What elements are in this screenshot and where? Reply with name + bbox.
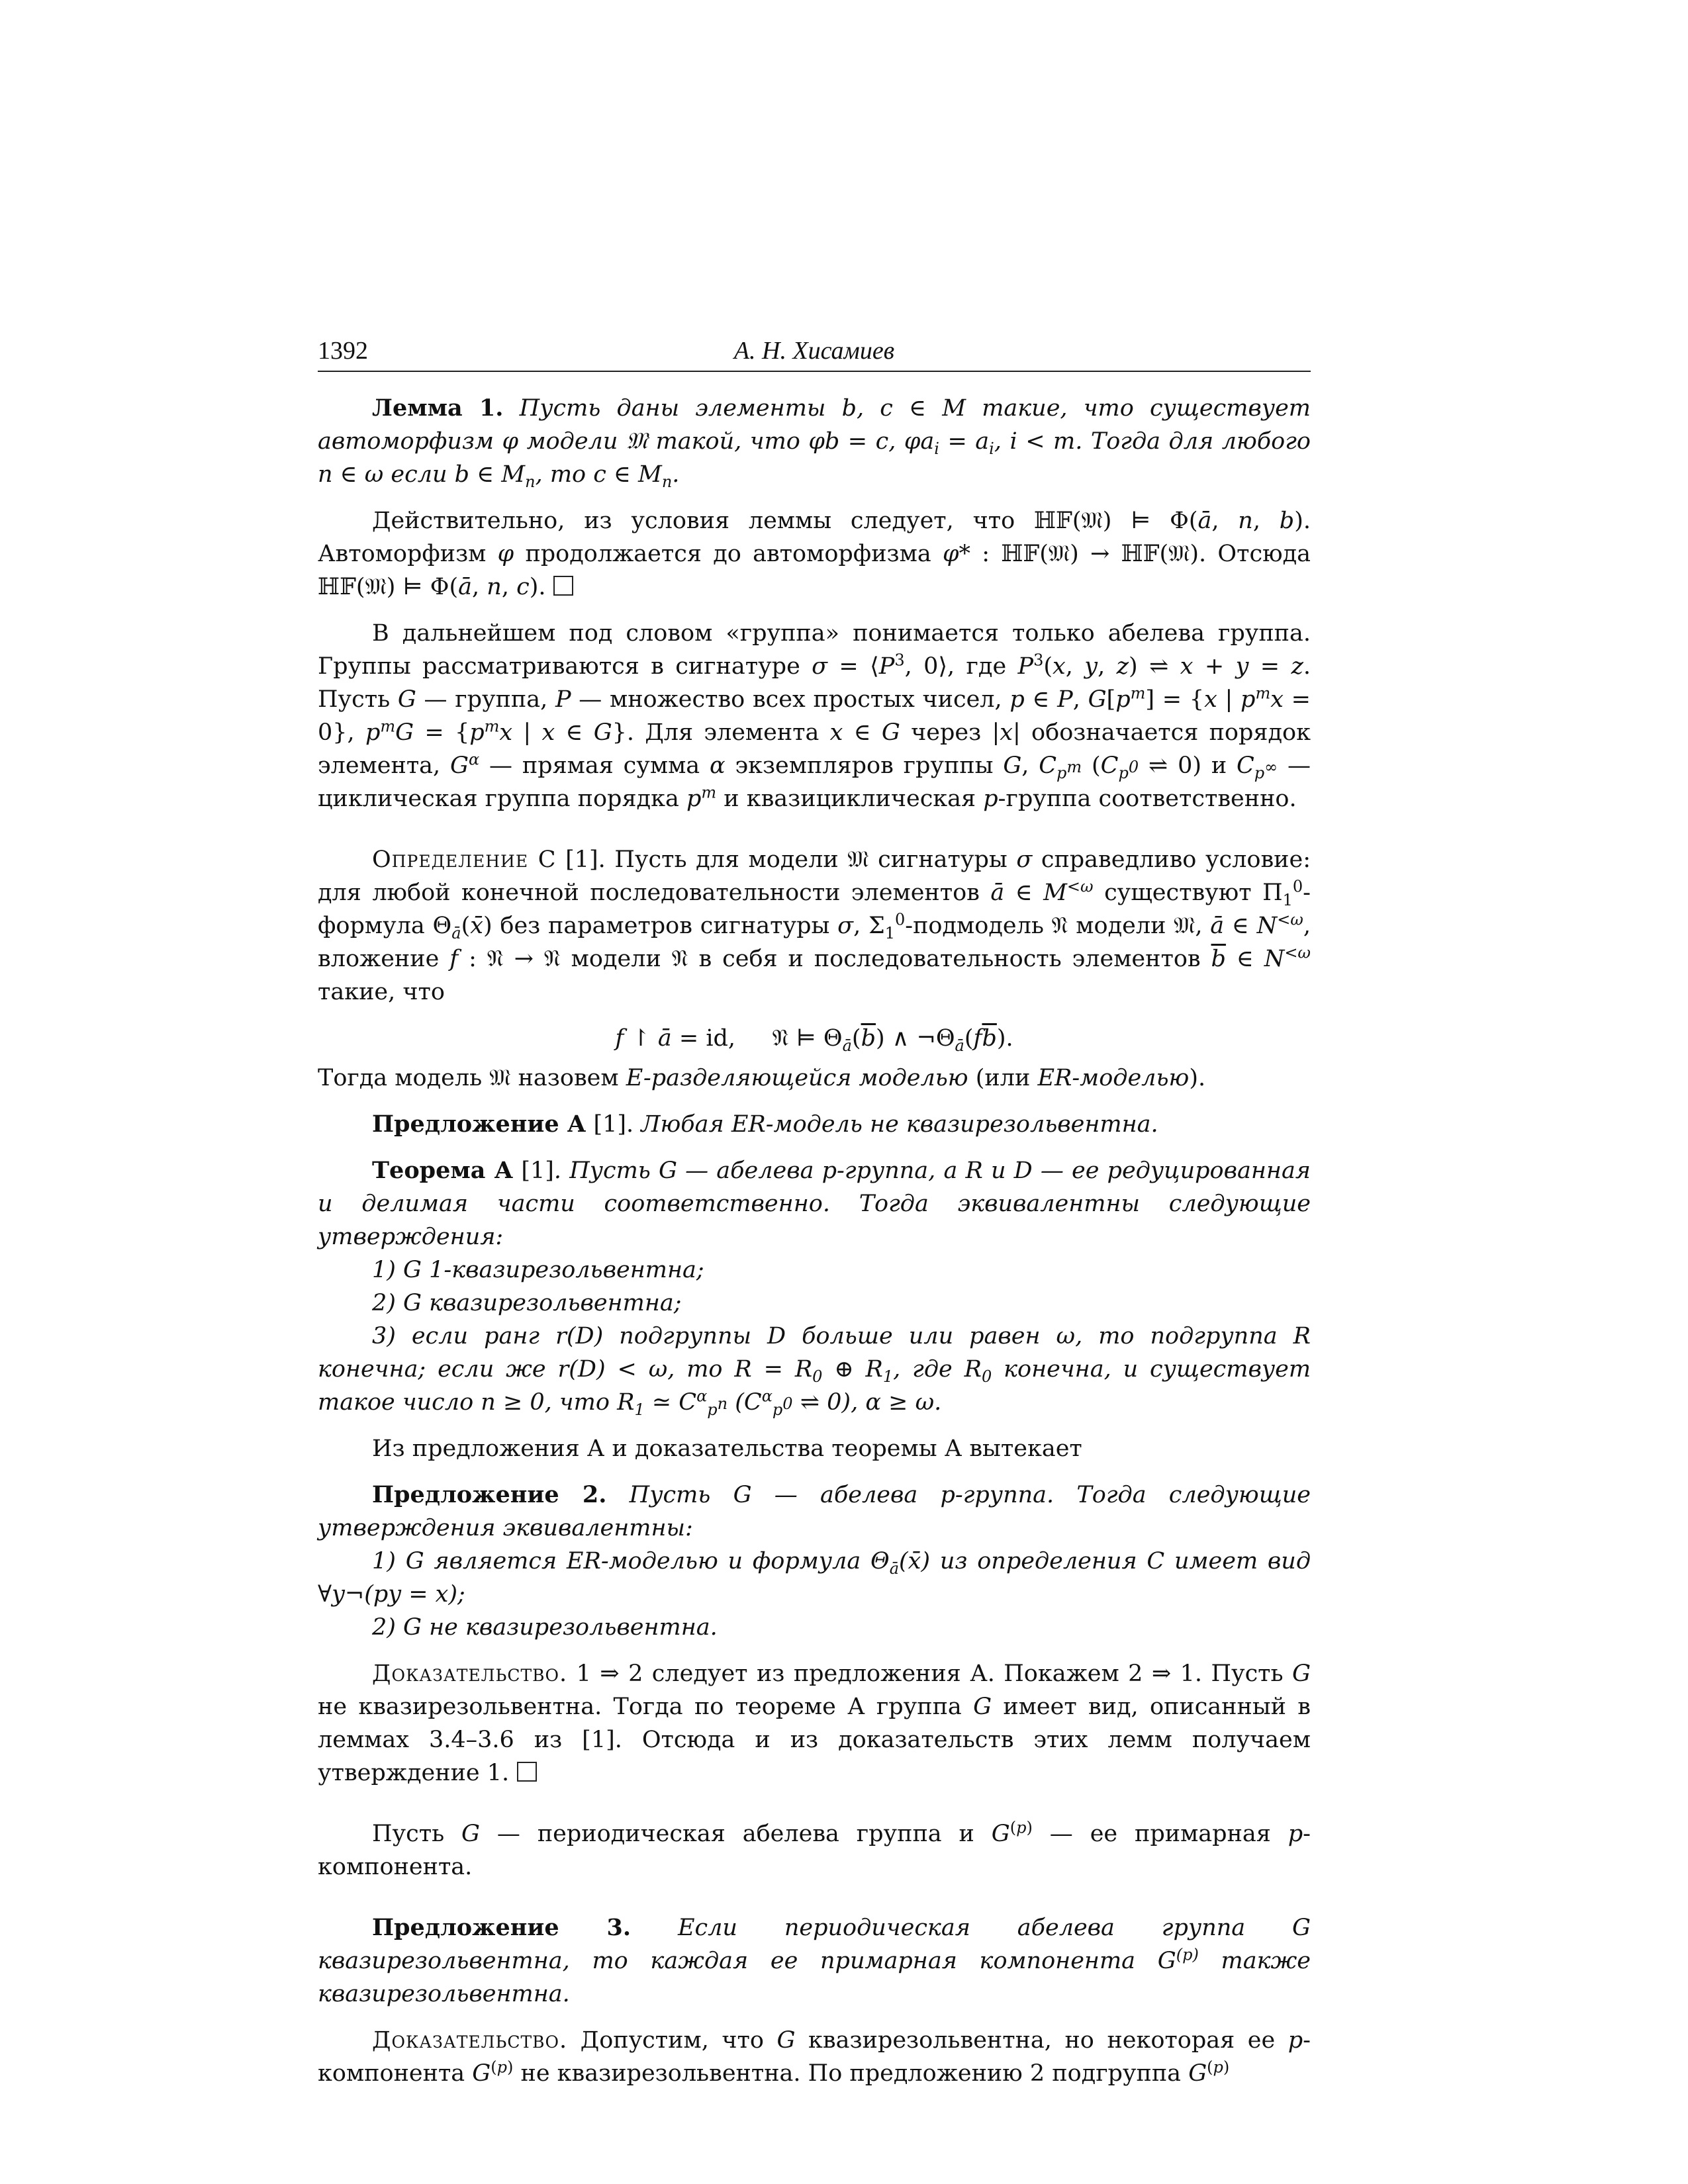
- lemma-1-proof: Действительно, из условия леммы следует, что ℍ𝔽(𝔐) ⊨ Φ(ā, n, b). Автоморфизм φ продолжается до автоморфизма φ* : ℍ𝔽(𝔐) → ℍ𝔽(𝔐). Отсюда ℍ𝔽(𝔐) ⊨ Φ(ā, n, c).: [318, 508, 1311, 600]
- page-number: 1392: [318, 337, 368, 365]
- lemma-1-label: Лемма 1.: [372, 394, 504, 422]
- proposition-2-item-1: 1) G является ER-моделью и формула $\Theta_ā(x̄)$ из определения С имеет вид ∀y¬(py = x);: [318, 1548, 1311, 1608]
- proposition-a: Предложение А [1]. Любая ER-модель не квазирезольвентна.: [372, 1111, 1158, 1138]
- proposition-2: Предложение 2. Пусть G — абелева p-группа. Тогда следующие утверждения эквивалентны:: [318, 1481, 1311, 1541]
- proposition-2-item-2: 2) G не квазирезольвентна.: [372, 1614, 718, 1641]
- definition-c: Определение С [1]. Пусть для модели 𝔐 сигнатуры σ справедливо условие: для любой конечной последовательности элементов ā ∈ $M^{<\omega}$ существуют $\Pi_1^0$-формула $\Theta_ā(x̄)$ без параметров сигнатуры σ, $\Sigma_1^0$-подмодель 𝔑 модели 𝔐, ā ∈ $N^{<\omega}$, вложение f : 𝔑 → 𝔑 модели 𝔑 в себя и последовательность элементов $\overline{b}$ ∈ $N^{<\omega}$ такие, что: [318, 846, 1311, 1005]
- term-e-separating: E-разделяющейся моделью: [626, 1065, 968, 1091]
- proposition-2-label: Предложение 2.: [372, 1481, 607, 1508]
- definition-c-label: Определение С: [372, 846, 557, 873]
- proposition-3: Предложение 3. Если периодическая абелева группа G квазирезольвентна, то каждая ее примарная компонента $G^{(p)}$ также квазирезольвентна.: [318, 1914, 1311, 2007]
- page-body: [318, 392, 1311, 2090]
- term-er-model: ER-моделью: [1037, 1065, 1190, 1091]
- proposition-a-text: Любая ER-модель не квазирезольвентна.: [641, 1111, 1158, 1138]
- lemma-1: Лемма 1. Пусть даны элементы b, c ∈ M такие, что существует автоморфизм φ модели 𝔐 такой, что φb = c, $\varphi a_i = a_i$, i < m. Тогда для любого n ∈ ω если b ∈ $M_n$, то c ∈ $M_n$.: [318, 394, 1311, 491]
- paragraph-from-prop-a: Из предложения А и доказательства теоремы А вытекает: [372, 1435, 1082, 1462]
- proposition-3-proof: Доказательство. Допустим, что G квазирезольвентна, но некоторая ее p-компонента $G^{(p)}$ не квазирезольвентна. По предложению 2 подгруппа $G^{(p)}$: [318, 2027, 1311, 2087]
- theorem-a-label: Теорема А: [372, 1157, 514, 1184]
- definition-c-formula: f ↾ ā = id, 𝔑 ⊨ $\Theta_ā(\overline{b})$ ∧ $\neg\Theta_ā(f\overline{b})$.: [615, 1025, 1013, 1055]
- theorem-a-item-2: 2) G квазирезольвентна;: [372, 1290, 682, 1316]
- proposition-a-label: Предложение А: [372, 1111, 586, 1138]
- proof-label: Доказательство.: [372, 2027, 568, 2054]
- theorem-a: Теорема А [1]. Пусть G — абелева p-группа, а R и D — ее редуцированная и делимая части соответственно. Тогда эквивалентны следующие утверждения:: [318, 1157, 1311, 1250]
- paragraph-groups: В дальнейшем под словом «группа» понимается только абелева группа. Группы рассматриваются в сигнатуре $\sigma = ⟨P^3$, 0⟩, где $P^3(x$, y, z) ⇌ x + y = z. Пусть G — группа, P — множество всех простых чисел, p ∈ P, $G[p^m] = \{x$ | $p^mx = 0$}, $p^mG = \{p^mx$ | x ∈ G}. Для элемента x ∈ G через |x| обозначается порядок элемента, $G^\alpha$ — прямая сумма α экземпляров группы G, $C_{p^m}$ ($C_{p^0}$ ⇌ 0) и $C_{p^\infty}$ — циклическая группа порядка $p^m$ и квазициклическая p-группа соответственно.: [318, 620, 1311, 812]
- definition-c-end: Тогда модель 𝔐 назовем E-разделяющейся моделью (или ER-моделью).: [318, 1065, 1206, 1091]
- running-header: [318, 334, 1311, 372]
- proposition-2-proof: Доказательство. 1 ⇒ 2 следует из предложения А. Покажем 2 ⇒ 1. Пусть G не квазирезольвентна. Тогда по теореме А группа G имеет вид, описанный в леммах 3.4–3.6 из [1]. Отсюда и из доказательств этих лемм получаем утверждение 1.: [318, 1661, 1311, 1786]
- paragraph-primary-component: Пусть G — периодическая абелева группа и $G^{(p)}$ — ее примарная p-компонента.: [318, 1818, 1311, 1880]
- proof-label: Доказательство.: [372, 1661, 568, 1687]
- definition-c-ref: [1]: [565, 846, 598, 873]
- qed-mark: [553, 576, 573, 596]
- running-author: А. Н. Хисамиев: [733, 337, 895, 365]
- proposition-3-label: Предложение 3.: [372, 1914, 632, 1941]
- theorem-a-item-1: 1) G 1-квазирезольвентна;: [372, 1257, 704, 1283]
- qed-mark: [517, 1762, 537, 1782]
- theorem-a-item-3: 3) если ранг r(D) подгруппы D больше или равен ω, то подгруппа R конечна; если же r(D) < ω, то $R = R_0$ ⊕ $R_1$, где $R_0$ конечна, и существует такое число n ≥ 0, что $R_1$ ≃ $C^\alpha_{p^n}$ ($C^\alpha_{p^0}$ ⇌ 0), α ≥ ω.: [318, 1323, 1311, 1419]
